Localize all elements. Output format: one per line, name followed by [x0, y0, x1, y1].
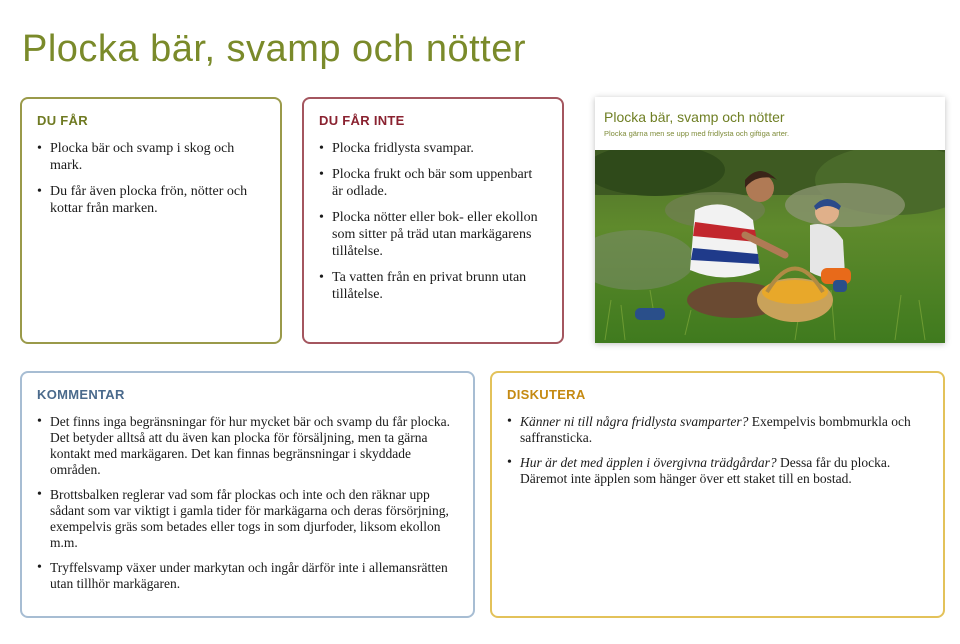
discussion-question: Hur är det med äpplen i övergivna trädgårdar? [520, 455, 777, 470]
photo-card-title: Plocka bär, svamp och nötter [604, 109, 785, 125]
du-far-box [20, 97, 282, 344]
du-far-inte-list [319, 140, 546, 303]
list-item: • Plocka fridlysta svampar. [319, 140, 546, 157]
list-item: • Plocka frukt och bär som uppenbart är odlade. [319, 166, 546, 200]
page-title: Plocka bär, svamp och nötter [22, 28, 527, 70]
du-far-inte-heading: DU FÅR INTE [319, 113, 405, 128]
du-far-list [37, 140, 264, 217]
du-far-inte-box [302, 97, 564, 344]
list-item [507, 455, 927, 487]
discussion-answer: Exempelvis bombmurkla och saffransticka. [520, 414, 911, 445]
list-item: • Tryffelsvamp växer under markytan och ingår därför inte i allemansrätten utan tillhör markägaren. [37, 560, 457, 592]
list-item [507, 414, 927, 446]
discussion-answer: Dessa får du plocka. Däremot inte äpplen som hänger över ett staket till en bostad. [520, 455, 891, 486]
foraging-photo [595, 150, 945, 343]
kommentar-box [20, 371, 475, 618]
list-item: • Plocka bär och svamp i skog och mark. [37, 140, 264, 174]
list-item: • Du får även plocka frön, nötter och kottar från marken. [37, 183, 264, 217]
list-item: • Ta vatten från en privat brunn utan tillåtelse. [319, 269, 546, 303]
list-item: • Plocka nötter eller bok- eller ekollon som sitter på träd utan markägarens tillåtelse. [319, 209, 546, 260]
discussion-question: Känner ni till några fridlysta svamparter? [520, 414, 749, 429]
diskutera-heading: DISKUTERA [507, 387, 586, 402]
list-item: • Det finns inga begränsningar för hur mycket bär och svamp du får plocka. Det betyder alltså att du även kan plocka för försäljning, men ta gärna kontakt med markägaren. Det kan finnas begränsningar i skyddade områden. [37, 414, 457, 478]
photo-card-subtitle: Plocka gärna men se upp med fridlysta och giftiga arter. [604, 129, 790, 138]
diskutera-box [490, 371, 945, 618]
kommentar-list [37, 414, 457, 592]
kommentar-heading: KOMMENTAR [37, 387, 125, 402]
diskutera-list [507, 414, 927, 487]
du-far-heading: DU FÅR [37, 113, 88, 128]
photo-card [595, 97, 945, 343]
list-item: • Brottsbalken reglerar vad som får plockas och inte och den räknar upp sådant som var viktigt i gamla tider för markägarna och deras försörjning, exempelvis gräs som betades eller togs in som djurfoder, liksom ekollon m.m. [37, 487, 457, 551]
